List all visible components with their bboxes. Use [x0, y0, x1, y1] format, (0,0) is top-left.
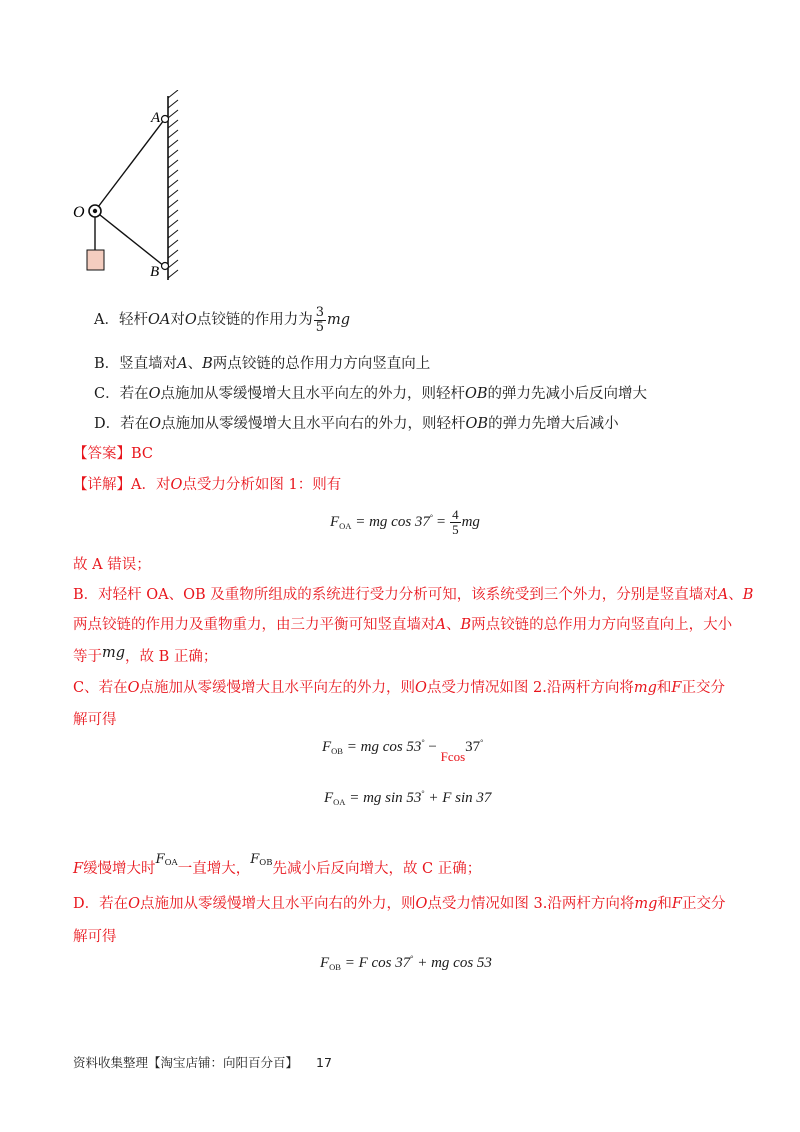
hanging-weight	[87, 250, 104, 270]
fraction: $\frac{4}{5}$	[452, 507, 459, 538]
label-a: A	[151, 110, 161, 126]
equation-foa-c: $F_{OA}$ = mg sin 53° + F sin 37	[324, 789, 492, 807]
answer-label: 【答案】	[73, 446, 131, 462]
hinge-o-center	[93, 209, 97, 213]
label-b: B	[150, 264, 160, 280]
equation-foa-1: $F_{OA}$ = mg cos 37° = $\frac{4}{5}$ mg	[330, 507, 480, 538]
detail-a-intro: 【详解】A．对O点受力分析如图 1：则有	[73, 477, 342, 493]
detail-a-conclusion: 故 A 错误；	[73, 557, 151, 573]
detail-c-line-2: 解可得	[73, 712, 117, 728]
detail-b-line-3: 等于mg，故 B 正确；	[73, 645, 218, 665]
physics-diagram	[60, 90, 200, 290]
hinge-a	[162, 116, 169, 123]
answer-value: BC	[131, 446, 154, 462]
page-number: 17	[316, 1055, 332, 1070]
equation-fob-c: $F_{OB}$ = mg cos 53° − Fcos37°	[322, 738, 484, 764]
rod-oa	[95, 120, 164, 211]
wall-hatching	[168, 90, 178, 278]
detail-d-line-2: 解可得	[73, 929, 117, 945]
option-b: B．竖直墙对A、B两点铰链的总作用力方向竖直向上	[94, 356, 431, 372]
page-footer	[73, 1053, 332, 1071]
hinge-b	[162, 263, 169, 270]
answer-line	[73, 442, 153, 463]
label-o: O	[73, 204, 85, 221]
equation-fob-d: $F_{OB} = F$ cos 37° + mg cos 53	[320, 954, 492, 972]
option-d: D．若在O点施加从零缓慢增大且水平向右的外力，则轻杆OB的弹力先增大后减小	[94, 416, 619, 432]
detail-b-line-2: 两点铰链的作用力及重物重力，由三力平衡可知竖直墙对A、B两点铰链的总作用力方向竖直向上，大小	[73, 617, 733, 633]
detail-b-line-1: B．对轻杆 OA、OB 及重物所组成的系统进行受力分析可知，该系统受到三个外力，分别是竖直墙对A、B	[73, 587, 754, 603]
fraction: $\frac{3}{5}$	[315, 304, 325, 335]
footer-source: 资料收集整理【淘宝店铺：向阳百分百】	[73, 1055, 299, 1070]
detail-c-conclusion: F缓慢增大时$F^{OA}$一直增大，$F^{OB}$先减小后反向增大，故 C 正确；	[73, 852, 482, 877]
detail-d-line-1: D．若在O点施加从零缓慢增大且水平向右的外力，则O点受力情况如图 3.沿两杆方向将mg和F正交分	[73, 896, 726, 912]
rod-ob	[95, 211, 164, 266]
option-c: C．若在O点施加从零缓慢增大且水平向左的外力，则轻杆OB的弹力先减小后反向增大	[94, 386, 648, 402]
option-a: A．轻杆OA对O点铰链的作用力为 $\frac{3}{5}$ mg	[94, 304, 351, 335]
detail-c-line-1: C、若在O点施加从零缓慢增大且水平向左的外力，则O点受力情况如图 2.沿两杆方向将mg和F正交分	[73, 680, 725, 696]
